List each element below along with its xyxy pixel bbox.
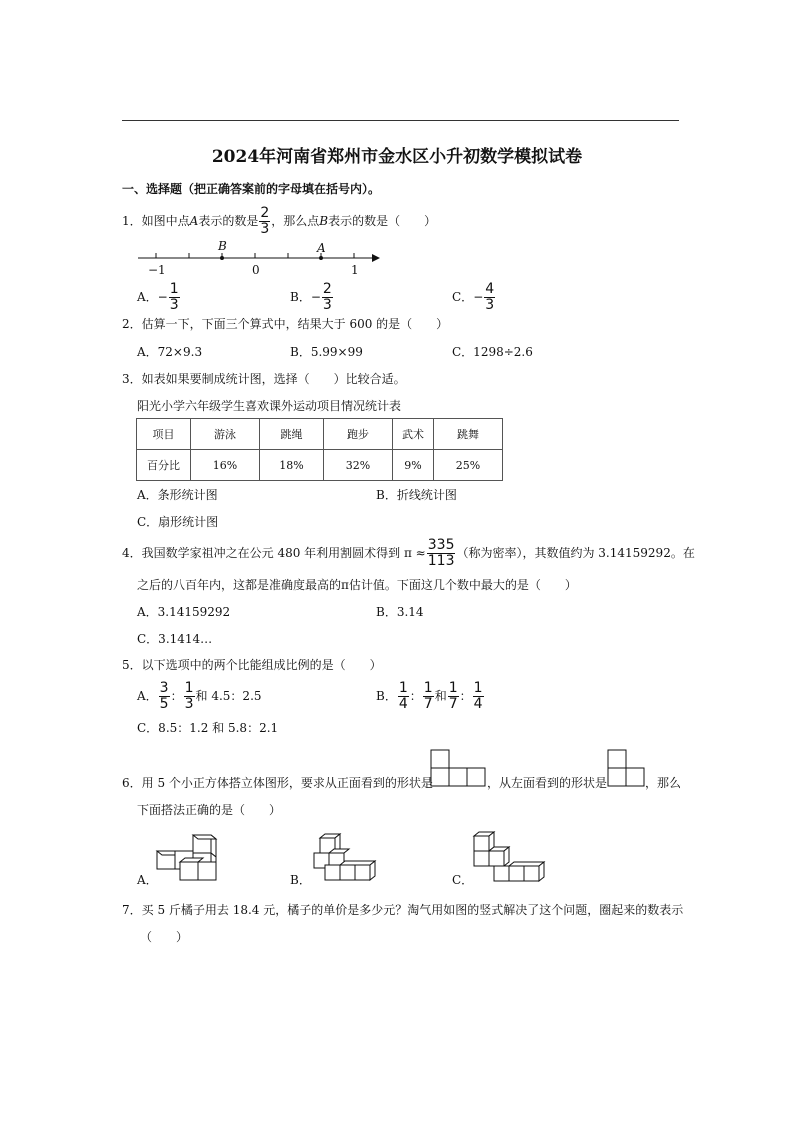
cube-figure-b[interactable] xyxy=(312,837,374,885)
q3-option-a[interactable]: A．条形统计图 xyxy=(137,488,218,502)
axis-tick-label: −1 xyxy=(148,263,166,277)
table-cell: 9% xyxy=(393,450,434,481)
point-b-label: B xyxy=(319,214,329,228)
question-4-stem: 4．我国数学家祖冲之在公元 480 年利用割圆术得到 π ≈ $\frac{335}{113}$ （称为密率），其数值约为 3.14159292。在 xyxy=(122,537,695,569)
q3-option-c[interactable]: C．扇形统计图 xyxy=(137,515,219,529)
question-7-stem: 7．买 5 斤橘子用去 18.4 元，橘子的单价是多少元？淘气用如图的竖式解决了这个问题，圈起来的数表示 xyxy=(122,903,684,917)
q2-option-c[interactable]: C．1298÷2.6 xyxy=(452,345,533,359)
section-heading: 一、选择题（把正确答案前的字母填在括号内）。 xyxy=(122,182,381,196)
table-row xyxy=(137,450,503,481)
q3-option-b[interactable]: B．折线统计图 xyxy=(376,488,457,502)
q1-option-a[interactable]: A．− $\frac{1}{3}$ xyxy=(137,281,179,313)
axis-tick-label: 1 xyxy=(351,263,359,277)
q1-stem-part: ，那么点 xyxy=(271,214,320,228)
number-line xyxy=(0,0,794,300)
table-cell: 项目 xyxy=(137,419,191,450)
q1-stem-part: 表示的数是 xyxy=(198,214,259,228)
q5-option-b[interactable]: B． $\frac{1}{4}$ ： $\frac{1}{7}$ 和 $\frac{1}{7}$ ： $\frac{1}{4}$ xyxy=(376,680,483,712)
question-7-blank[interactable]: （ ） xyxy=(140,930,189,944)
point-a-label: A xyxy=(189,214,199,228)
q4-option-b[interactable]: B．3.14 xyxy=(376,605,424,619)
q6-option-a[interactable]: A． xyxy=(137,873,158,887)
axis-point-label-b: B xyxy=(218,239,227,253)
question-2-stem: 2．估算一下，下面三个算式中，结果大于 600 的是（ ） xyxy=(122,317,449,331)
q6-option-b[interactable]: B． xyxy=(290,873,311,887)
q2-option-b[interactable]: B．5.99×99 xyxy=(290,345,363,359)
table-cell: 百分比 xyxy=(137,450,191,481)
question-3-stem: 3．如表如果要制成统计图，选择（ ）比较合适。 xyxy=(122,372,406,386)
table-cell: 16% xyxy=(191,450,260,481)
table-title: 阳光小学六年级学生喜欢课外运动项目情况统计表 xyxy=(137,399,402,413)
axis-point-label-a: A xyxy=(317,241,326,255)
table-cell: 32% xyxy=(324,450,393,481)
table-cell: 跳绳 xyxy=(260,419,324,450)
question-6-line2: 下面搭法正确的是（ ） xyxy=(137,803,282,817)
question-4-line2: 之后的八百年内，这都是准确度最高的π估计值。下面这几个数中最大的是（ ） xyxy=(137,578,577,592)
axis-tick-label: 0 xyxy=(252,263,260,277)
front-view-figure xyxy=(430,749,486,787)
q1-stem-part: 1．如图中点 xyxy=(122,214,190,228)
fraction-two-thirds: $\frac{2}{3}$ xyxy=(260,205,270,237)
stats-table xyxy=(136,418,503,481)
q4-option-c[interactable]: C．3.1414… xyxy=(137,632,213,646)
cube-figure-c[interactable] xyxy=(472,834,544,886)
q1-option-c[interactable]: C．− $\frac{4}{3}$ xyxy=(452,281,495,313)
table-header-row xyxy=(137,419,503,450)
q2-option-a[interactable]: A．72×9.3 xyxy=(137,345,203,359)
q5-option-c[interactable]: C．8.5：1.2 和 5.8：2.1 xyxy=(137,721,279,735)
table-cell: 跳舞 xyxy=(434,419,503,450)
q6-option-c[interactable]: C． xyxy=(452,873,474,887)
table-cell: 25% xyxy=(434,450,503,481)
left-view-figure xyxy=(607,749,645,787)
table-cell: 武术 xyxy=(393,419,434,450)
q5-option-a[interactable]: A． $\frac{3}{5}$ ： $\frac{1}{3}$ 和 4.5：2.5 xyxy=(137,680,262,712)
table-cell: 游泳 xyxy=(191,419,260,450)
q1-stem-part: 表示的数是（ ） xyxy=(328,214,437,228)
table-cell: 18% xyxy=(260,450,324,481)
table-cell: 跑步 xyxy=(324,419,393,450)
q1-option-b[interactable]: B．− $\frac{2}{3}$ xyxy=(290,281,332,313)
q4-option-a[interactable]: A．3.14159292 xyxy=(137,605,231,619)
question-6-stem-b: ，从左面看到的形状是 xyxy=(487,776,608,790)
question-5-stem: 5．以下选项中的两个比能组成比例的是（ ） xyxy=(122,658,382,672)
question-6-stem-a: 6．用 5 个小正方体搭立体图形，要求从正面看到的形状是 xyxy=(122,776,433,790)
cube-figure-a[interactable] xyxy=(156,834,218,886)
fraction-335-113: $\frac{335}{113}$ xyxy=(427,537,455,569)
question-6-stem-c: ，那么 xyxy=(645,776,682,790)
page-title: 2024年河南省郑州市金水区小升初数学模拟试卷 xyxy=(211,147,583,167)
